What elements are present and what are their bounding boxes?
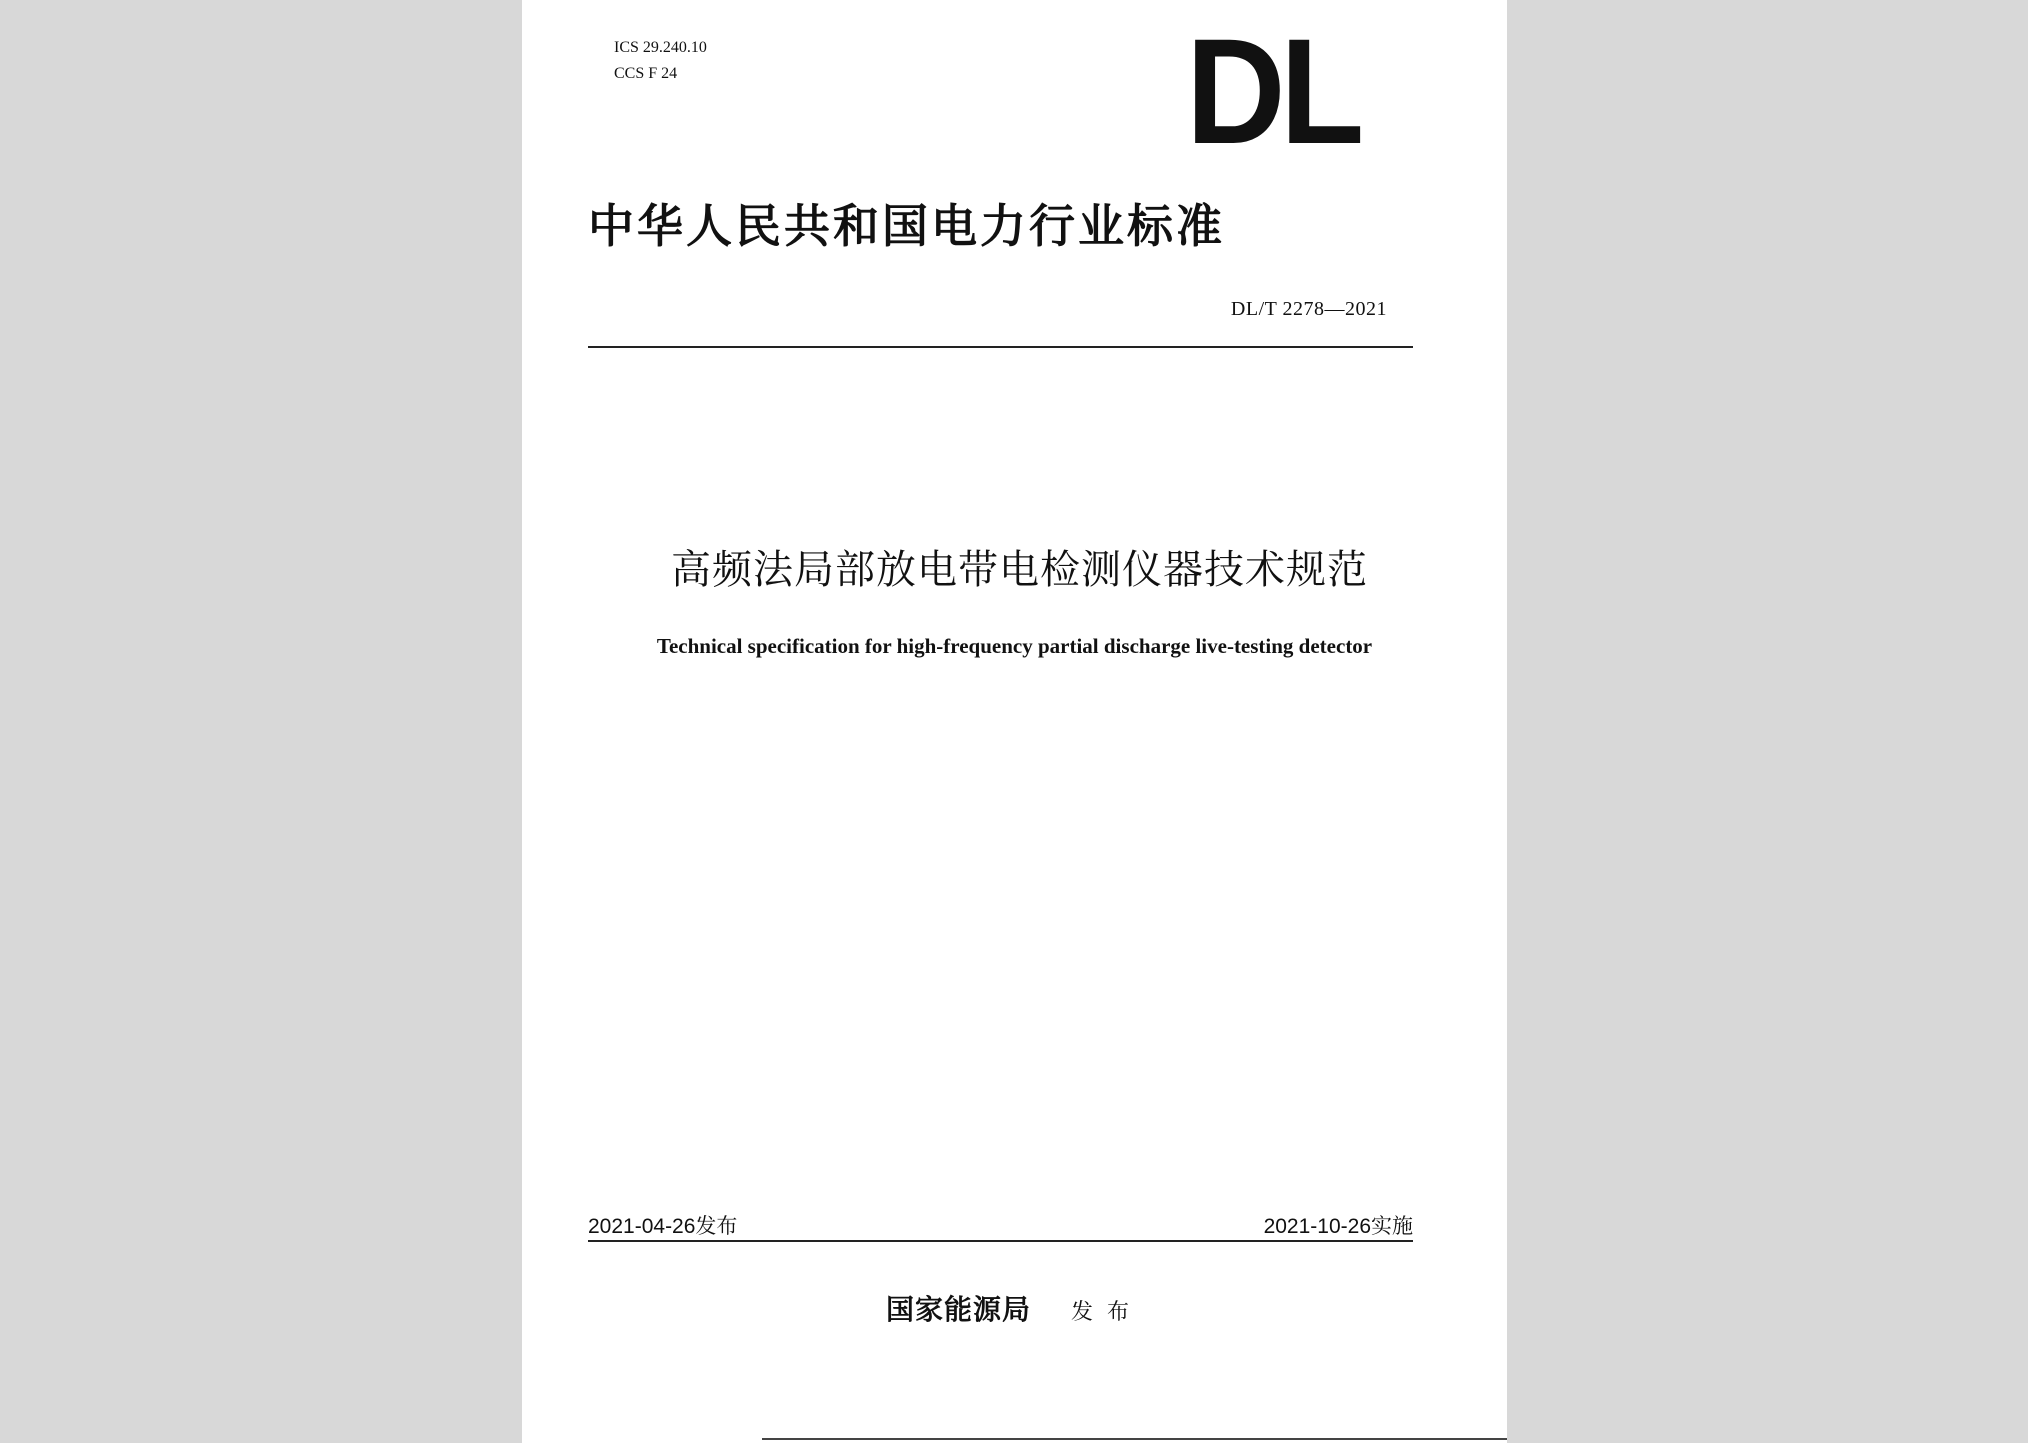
document-title-chinese: 高频法局部放电带电检测仪器技术规范: [671, 547, 1368, 593]
dl-logo: DL: [1185, 7, 1359, 175]
page-edge-line: [762, 1438, 1507, 1440]
classification-codes: [614, 35, 707, 87]
document-page: [522, 0, 1507, 1443]
standard-category-title: 中华人民共和国电力行业标准: [588, 199, 1225, 253]
header-divider: [588, 346, 1413, 348]
implementation-date: 2021-10-26实施: [1263, 1215, 1413, 1238]
issue-date: 2021-04-26发布: [588, 1215, 738, 1238]
issuer-name: 国家能源局: [885, 1293, 1031, 1326]
standard-number: DL/T 2278—2021: [1230, 298, 1387, 320]
ccs-code: CCS F 24: [614, 65, 678, 82]
issuer-line: [522, 1288, 1507, 1328]
footer-divider: [588, 1240, 1413, 1242]
issuer-action: 发布: [1071, 1300, 1144, 1325]
document-title-english: Technical specification for high-frequency partial discharge live-testing detector: [656, 634, 1373, 658]
ics-code: ICS 29.240.10: [614, 39, 707, 56]
